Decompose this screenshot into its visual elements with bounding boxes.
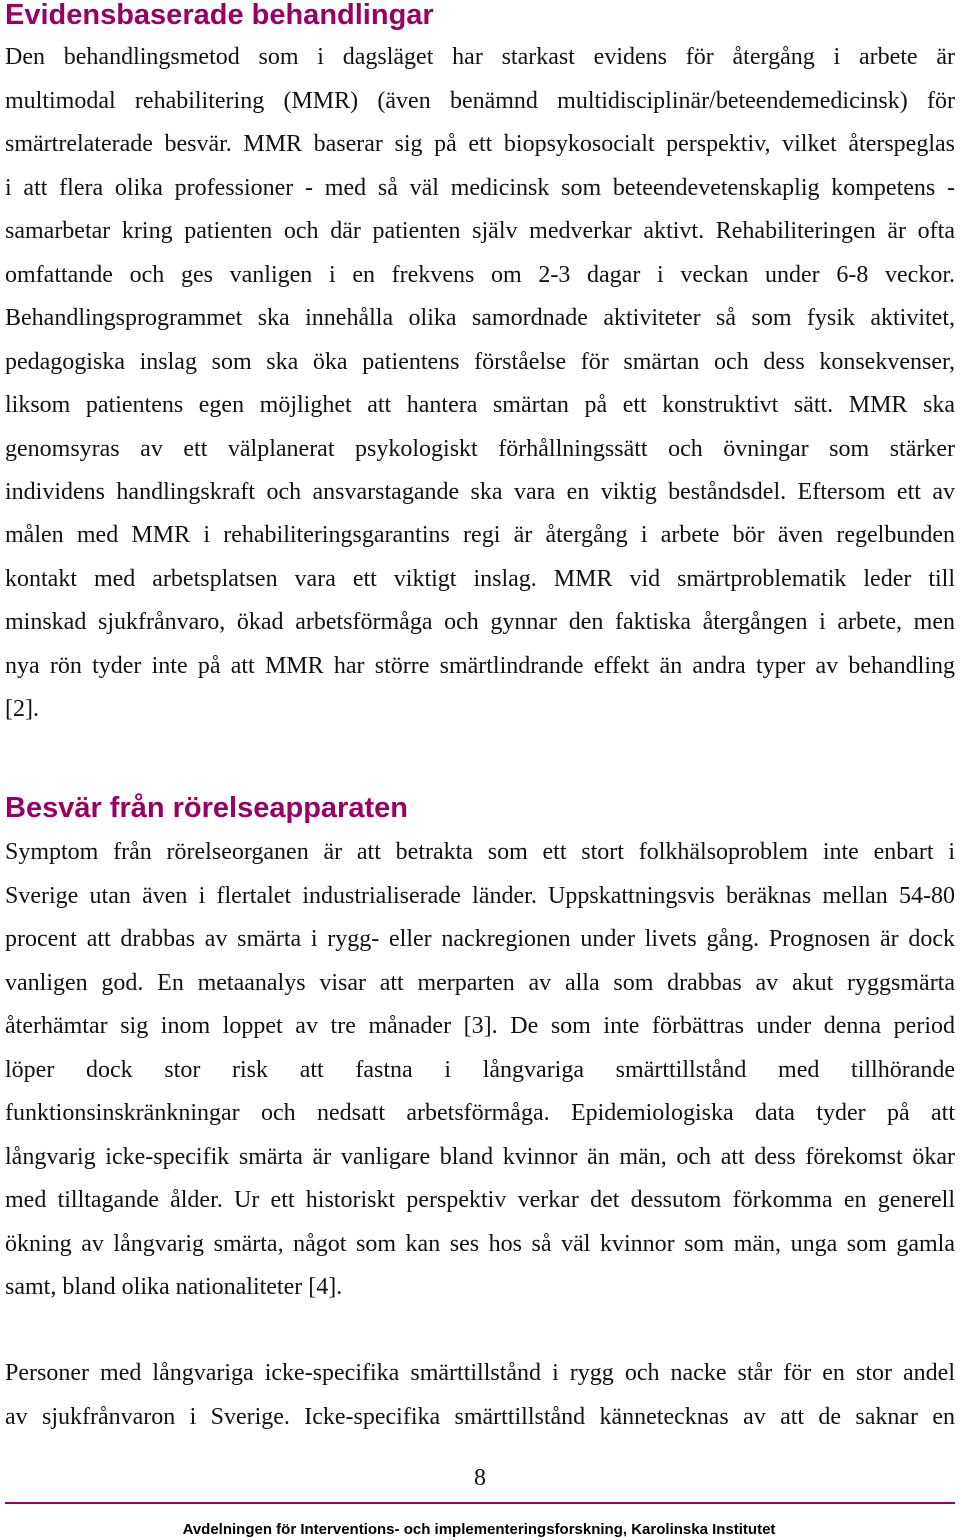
text-line: Sverige utan även i flertalet industrialiserade länder. Uppskattningsvis beräknas mellan 54-80	[5, 882, 955, 909]
text-line: smärtrelaterade besvär. MMR baserar sig på ett biopsykosocialt perspektiv, vilket återspeglas	[5, 131, 955, 158]
text-line: [2].	[5, 696, 39, 723]
text-line: Personer med långvariga icke-specifika smärttillstånd i rygg och nacke står för en stor andel	[5, 1360, 955, 1387]
text-line: löper dock stor risk att fastna i långvariga smärttillstånd med tillhörande	[5, 1056, 955, 1083]
text-line: målen med MMR i rehabiliteringsgarantins regi är återgång i arbete bör även regelbunden	[5, 522, 955, 549]
text-line: individens handlingskraft och ansvarstagande ska vara en viktig beståndsdel. Eftersom ett av	[5, 478, 955, 505]
text-line: nya rön tyder inte på att MMR har större smärtlindrande effekt än andra typer av behandling	[5, 652, 955, 679]
page-number: 8	[474, 1465, 486, 1491]
paragraph	[5, 36, 955, 732]
text-line: med tilltagande ålder. Ur ett historiskt perspektiv verkar det dessutom förkomma en generell	[5, 1187, 955, 1214]
text-line: Behandlingsprogrammet ska innehålla olika samordnade aktiviteter så som fysik aktivitet,	[5, 305, 955, 332]
text-line: kontakt med arbetsplatsen vara ett viktigt inslag. MMR vid smärtproblematik leder till	[5, 565, 955, 592]
text-line: ökning av långvarig smärta, något som kan ses hos så väl kvinnor som män, unga som gamla	[5, 1230, 955, 1257]
text-line: multimodal rehabilitering (MMR) (även benämnd multidisciplinär/beteendemedicinsk) för	[5, 87, 955, 114]
text-line: liksom patientens egen möjlighet att hantera smärtan på ett konstruktivt sätt. MMR ska	[5, 392, 955, 419]
footer-rule	[5, 1502, 955, 1504]
text-line: minskad sjukfrånvaro, ökad arbetsförmåga och gynnar den faktiska återgången i arbete, men	[5, 609, 955, 636]
text-line: funktionsinskränkningar och nedsatt arbetsförmåga. Epidemiologiska data tyder på att	[5, 1100, 955, 1127]
text-line: långvarig icke-specifik smärta är vanligare bland kvinnor än män, och att dess förekomst ökar	[5, 1143, 955, 1170]
text-line: i att flera olika professioner - med så väl medicinsk som beteendevetenskaplig kompetens -	[5, 174, 955, 201]
text-line: av sjukfrånvaron i Sverige. Icke-specifika smärttillstånd kännetecknas av att de saknar en	[5, 1403, 955, 1430]
text-line: genomsyras av ett välplanerat psykologiskt förhållningssätt och övningar som stärker	[5, 435, 955, 462]
text-line: återhämtar sig inom loppet av tre månader [3]. De som inte förbättras under denna period	[5, 1013, 955, 1040]
text-line: procent att drabbas av smärta i rygg- eller nackregionen under livets gång. Prognosen är dock	[5, 926, 955, 953]
text-line: samarbetar kring patienten och där patienten själv medverkar aktivt. Rehabiliteringen är ofta	[5, 218, 955, 245]
section-heading: Besvär från rörelseapparaten	[5, 792, 408, 824]
text-line: Symptom från rörelseorganen är att betrakta som ett stort folkhälsoproblem inte enbart i	[5, 839, 955, 866]
section-heading: Evidensbaserade behandlingar	[5, 0, 434, 31]
text-line: vanligen god. En metaanalys visar att merparten av alla som drabbas av akut ryggsmärta	[5, 969, 955, 996]
text-line: pedagogiska inslag som ska öka patientens förståelse för smärtan och dess konsekvenser,	[5, 348, 955, 375]
page-footer: Avdelningen för Interventions- och implementeringsforskning, Karolinska Institutet	[182, 1521, 776, 1538]
text-line: Den behandlingsmetod som i dagsläget har starkast evidens för återgång i arbete är	[5, 44, 955, 71]
text-line: samt, bland olika nationaliteter [4].	[5, 1273, 343, 1300]
text-line: omfattande och ges vanligen i en frekvens om 2-3 dagar i veckan under 6-8 veckor.	[5, 261, 955, 288]
paragraph	[5, 1352, 955, 1439]
paragraph	[5, 831, 955, 1309]
